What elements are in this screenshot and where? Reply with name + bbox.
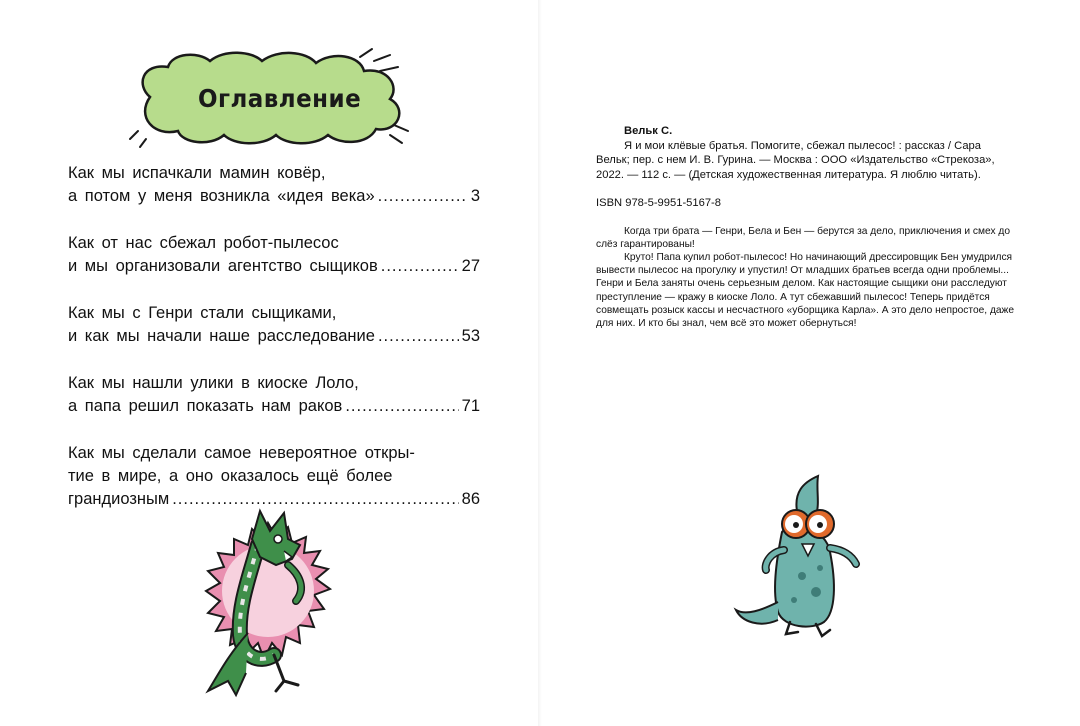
monster-illustration <box>732 472 872 642</box>
imprint-block <box>596 124 1016 330</box>
toc-leader-dots <box>378 185 468 208</box>
toc-page-number: 86 <box>461 490 480 508</box>
table-of-contents <box>68 162 480 535</box>
bibliographic-record: Я и мои клёвые братья. Помогите, сбежал пылесос! : рассказ / Сара Вельк; пер. с нем И. В. Гурина. — Москва : ООО «Издательство «Стрекоза», 2022. — 112 с. — (Детская художественная литература. Я люблю читать). <box>596 139 995 181</box>
annotation-paragraph: Круто! Папа купил робот-пылесос! Но начинающий дрессировщик Бен умудрился вывести пылесос на прогулку и упустил! От младших братьев всегда одни проблемы... Генри и Бела заняты очень серьезным делом. Как настоящие сыщики они расследуют преступление — кражу в киоске Лоло. А тут сбежавший пылесос! Теперь придётся совмещать розыск кассы и несчастного «уборщика Карла». А это дело непростое, даже для них. И кто бы знал, чем всё это может обернуться! <box>596 251 1015 329</box>
toc-leader-dots <box>345 395 458 418</box>
toc-entry-line: Как мы испачкали мамин ковёр, <box>68 164 326 182</box>
toc-entry-text: грандиозным <box>68 490 170 508</box>
isbn-number: ISBN 978-5-9951-5167-8 <box>596 197 722 209</box>
dragon-illustration <box>188 505 348 700</box>
page-gutter <box>538 0 542 726</box>
toc-entry[interactable] <box>68 302 480 348</box>
toc-title: Оглавление <box>198 84 362 113</box>
toc-entry-text: а папа решил показать нам раков <box>68 397 343 415</box>
toc-entry[interactable] <box>68 442 480 511</box>
toc-entry[interactable] <box>68 162 480 208</box>
toc-page-number: 27 <box>461 257 480 275</box>
toc-entry-text: а потом у меня возникла «идея века» <box>68 187 375 205</box>
annotation <box>596 225 1016 331</box>
toc-entry-last-line <box>68 255 480 278</box>
annotation-paragraph: Когда три брата — Генри, Бела и Бен — берутся за дело, приключения и смех до слёз гарантированы! <box>596 225 1010 250</box>
toc-page-number: 71 <box>461 397 480 415</box>
toc-page-number: 3 <box>470 187 480 205</box>
toc-entry-line: Как мы с Генри стали сыщиками, <box>68 304 337 322</box>
toc-leader-dots <box>378 325 459 348</box>
toc-entry[interactable] <box>68 372 480 418</box>
toc-entry-text: и мы организовали агентство сыщиков <box>68 257 378 275</box>
toc-entry-line: Как мы нашли улики в киоске Лоло, <box>68 374 359 392</box>
toc-entry-line: Как мы сделали самое невероятное откры- <box>68 444 415 462</box>
book-author: Вельк С. <box>624 125 673 137</box>
toc-entry-last-line <box>68 185 480 208</box>
toc-entry-line: Как от нас сбежал робот-пылесос <box>68 234 339 252</box>
toc-entry-text: и как мы начали наше расследование <box>68 327 375 345</box>
toc-entry[interactable] <box>68 232 480 278</box>
toc-leader-dots <box>381 255 459 278</box>
toc-entry-last-line <box>68 395 480 418</box>
toc-entry-line: тие в мире, а оно оказалось ещё более <box>68 467 393 485</box>
toc-entry-last-line <box>68 325 480 348</box>
toc-page-number: 53 <box>461 327 480 345</box>
